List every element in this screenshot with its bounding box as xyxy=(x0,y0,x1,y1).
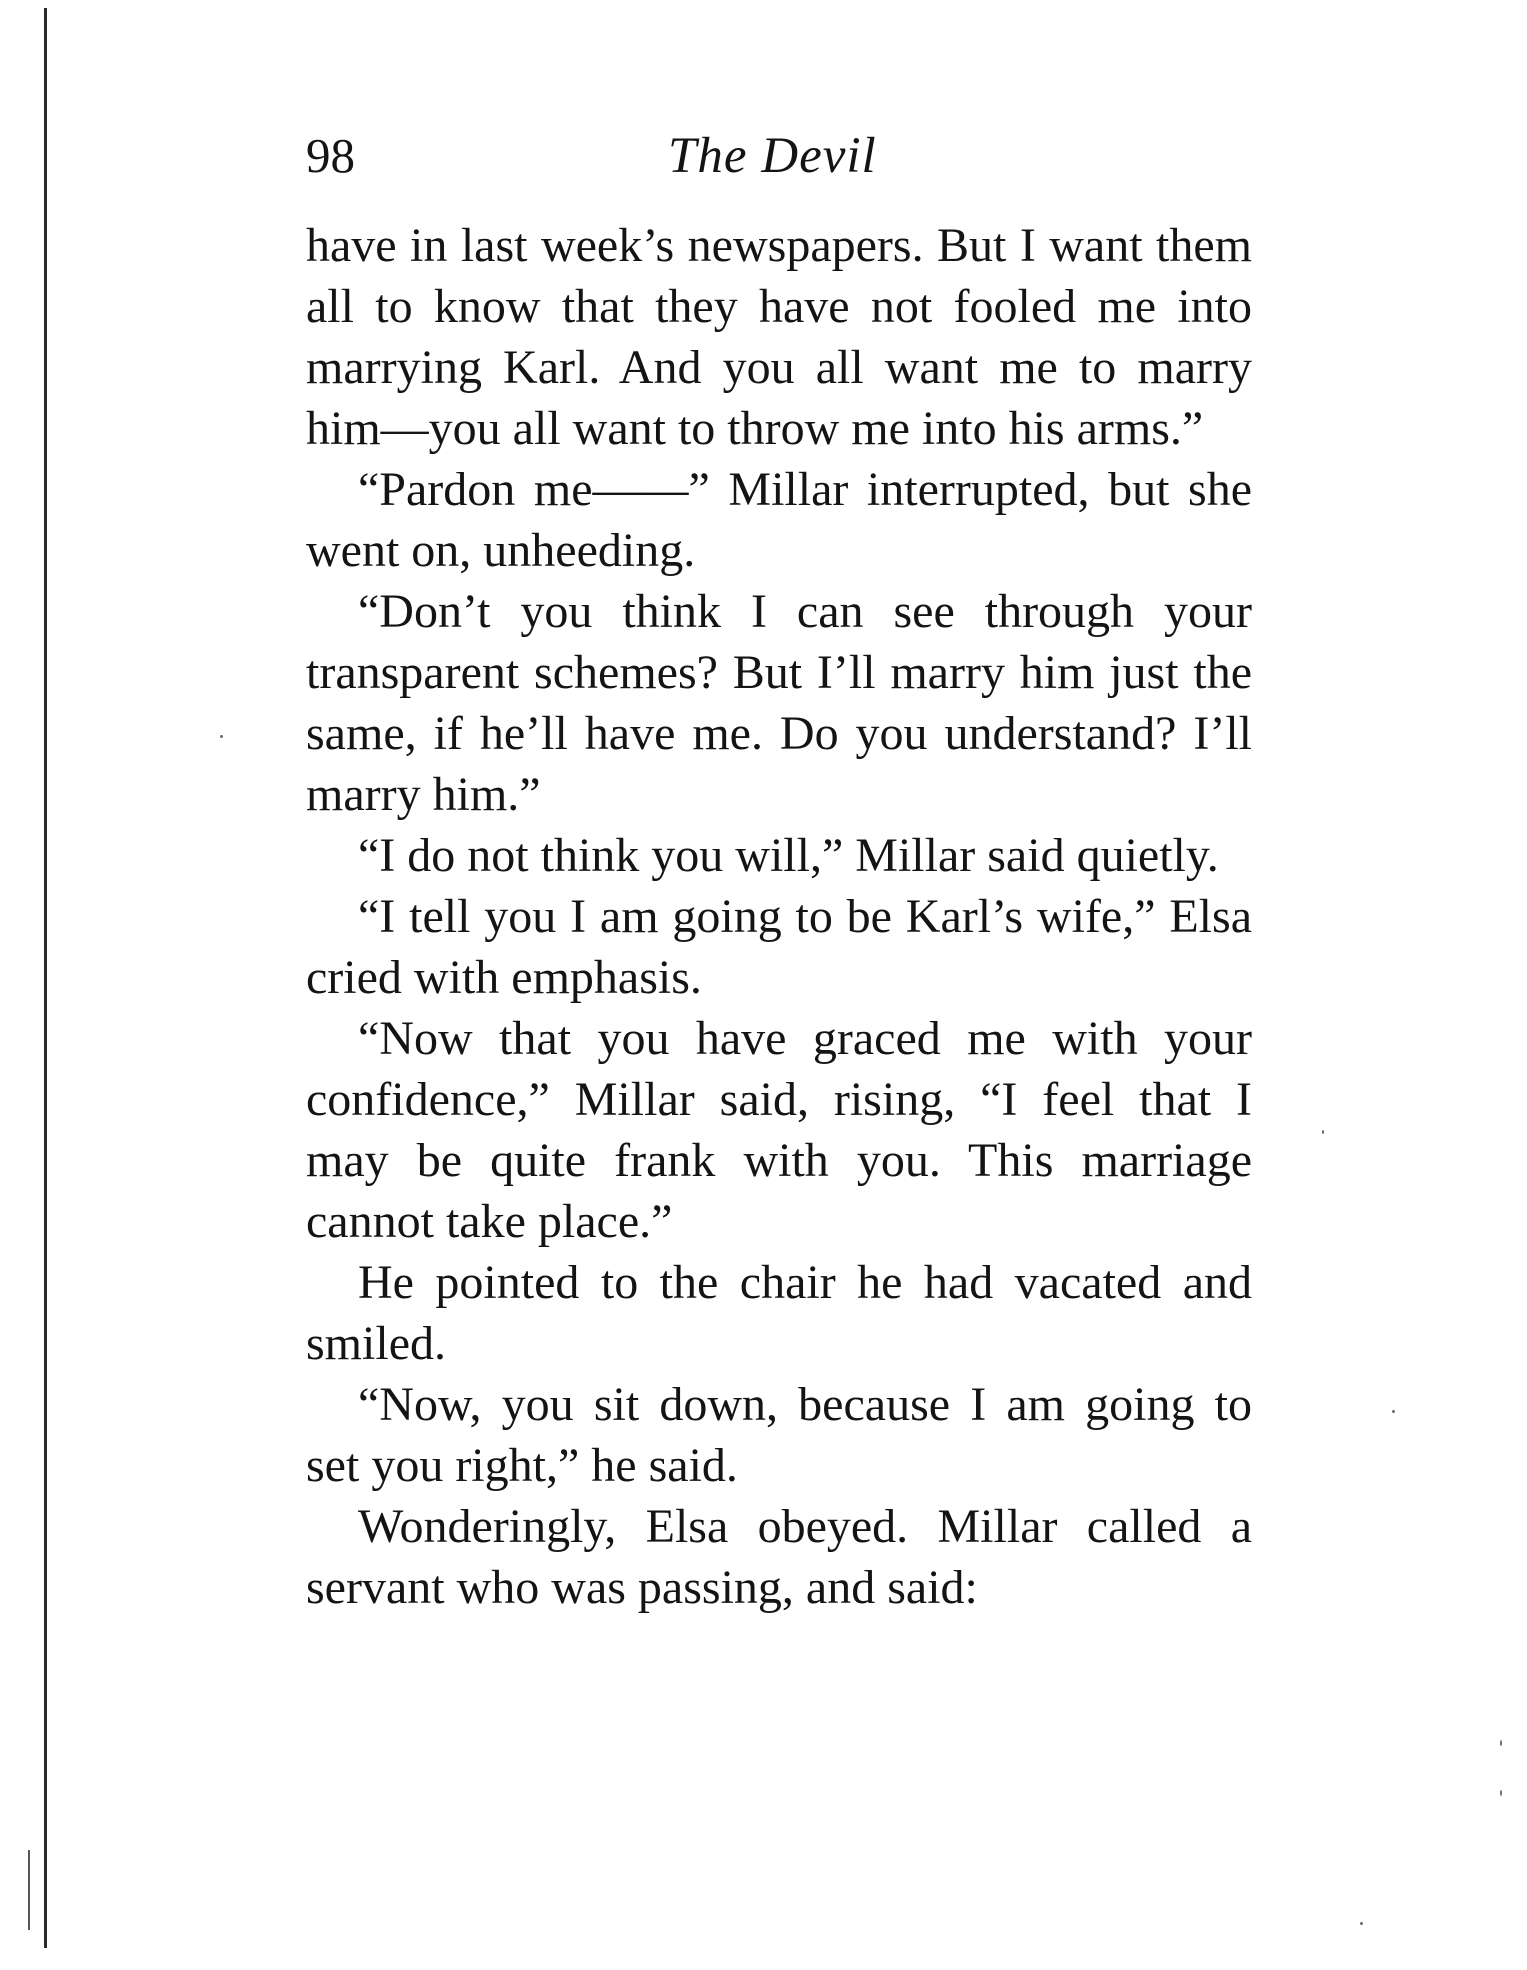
binding-edge-mark xyxy=(28,1850,30,1930)
page-number: 98 xyxy=(306,128,355,183)
paragraph: “I do not think you will,” Millar said quietly. xyxy=(358,829,1219,882)
scan-speck xyxy=(1500,1740,1502,1746)
paragraph: “Don’t you think I can see through your transparent schemes? But I’ll marry him just the same, if he’ll have me. Do you understand? I’ll marry him.” xyxy=(306,585,1252,821)
paragraph-continuation: have in last week’s newspapers. But I want them all to know that they have not fooled me into marrying Karl. And you all want me to marry him—you all want to throw me into his arms.” xyxy=(306,219,1252,455)
scan-speck xyxy=(220,735,223,738)
paragraph: “Now that you have graced me with your confidence,” Millar said, rising, “I feel that I may be quite frank with you. This marriage cannot take place.” xyxy=(306,1012,1252,1248)
binding-edge-line xyxy=(44,8,47,1948)
scan-speck xyxy=(1500,1790,1502,1796)
scan-speck xyxy=(1392,1410,1395,1413)
running-title: The Devil xyxy=(668,128,877,184)
scan-speck xyxy=(1360,1922,1363,1925)
paragraph: “Pardon me——” Millar interrupted, but she went on, unheeding. xyxy=(306,463,1252,577)
paragraph: He pointed to the chair he had vacated and smiled. xyxy=(306,1256,1252,1370)
paragraph: “I tell you I am going to be Karl’s wife,” Elsa cried with emphasis. xyxy=(306,890,1252,1004)
paragraph: Wonderingly, Elsa obeyed. Millar called a servant who was passing, and said: xyxy=(306,1500,1252,1614)
page-header xyxy=(306,126,1252,186)
paragraph: “Now, you sit down, because I am going to set you right,” he said. xyxy=(306,1378,1252,1492)
body-text xyxy=(306,215,1252,1618)
scan-speck xyxy=(1322,1130,1324,1134)
